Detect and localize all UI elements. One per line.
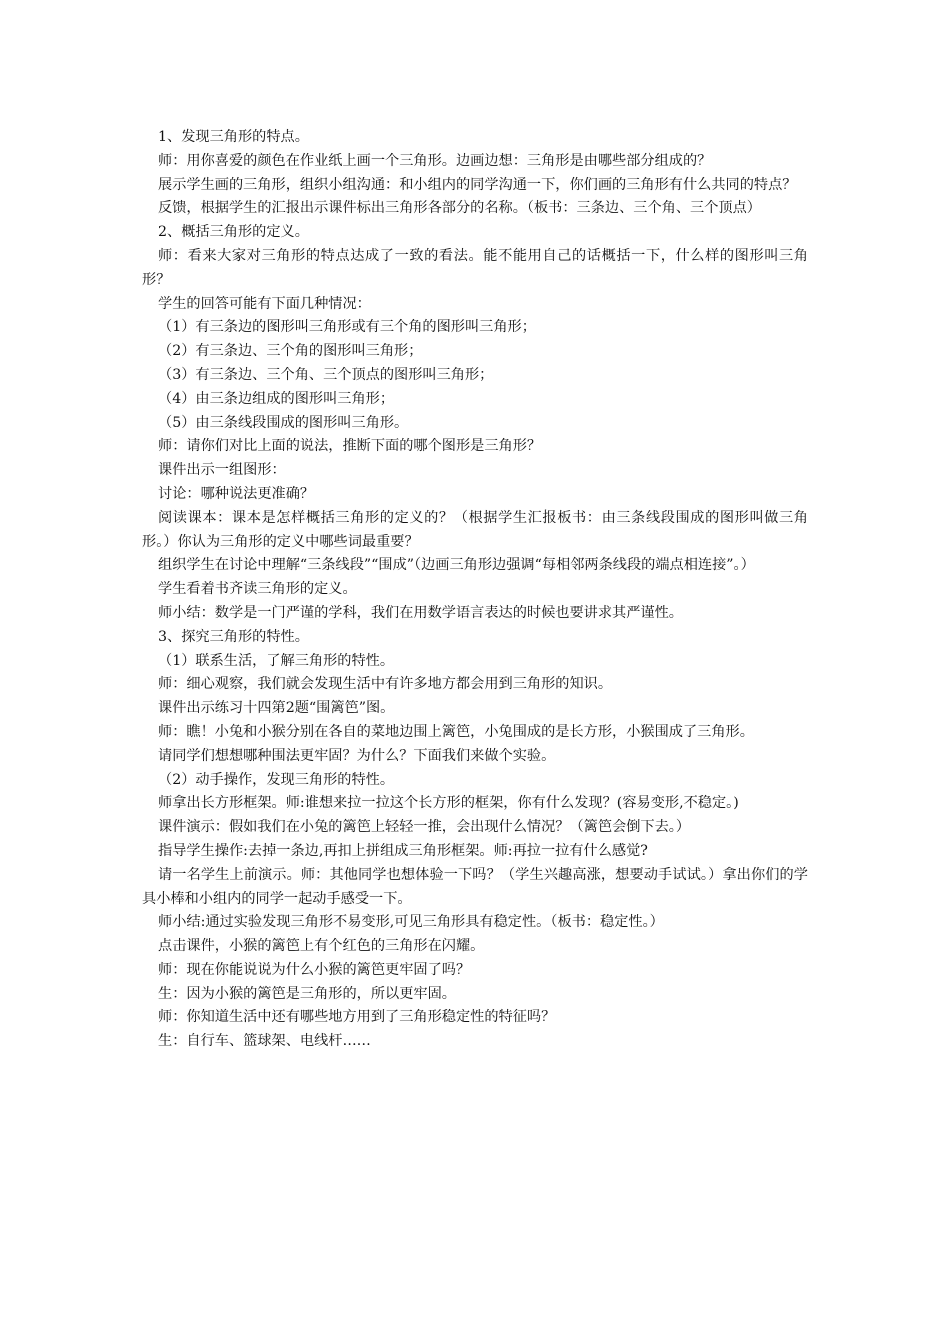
paragraph-8: （1）有三条边的图形叫三角形或有三个角的图形叫三角形； <box>158 319 536 336</box>
paragraph-25: 请同学们想想哪种围法更牢固？为什么？下面我们来做个实验。 <box>158 747 556 764</box>
paragraph-35: 师：你知道生活中还有哪些地方用到了三角形稳定性的特征吗？ <box>158 1009 556 1026</box>
paragraph-10: （3）有三条边、三个角、三个顶点的图形叫三角形； <box>158 366 494 383</box>
paragraph-33: 师：现在你能说说为什么小猴的篱笆更牢固了吗？ <box>158 961 471 978</box>
paragraph-31: 师小结:通过实验发现三角形不易变形,可见三角形具有稳定性。（板书：稳定性。） <box>158 914 664 931</box>
document-body <box>142 126 808 1054</box>
paragraph-16: 阅读课本：课本是怎样概括三角形的定义的？（根据学生汇报板书：由三条线段围成的图形叫做三角形。）你认为三角形的定义中哪些词最重要？ <box>142 509 808 550</box>
paragraph-26: （2）动手操作，发现三角形的特性。 <box>158 771 395 788</box>
paragraph-28: 课件演示：假如我们在小兔的篱笆上轻轻一推，会出现什么情况？（篱笆会倒下去。） <box>158 819 691 836</box>
paragraph-12: （5）由三条线段围成的图形叫三角形。 <box>158 414 409 431</box>
paragraph-34: 生：因为小猴的篱笆是三角形的，所以更牢固。 <box>158 985 456 1002</box>
paragraph-32: 点击课件，小猴的篱笆上有个红色的三角形在闪耀。 <box>158 938 485 955</box>
paragraph-14: 课件出示一组图形： <box>158 462 286 479</box>
paragraph-6: 师：看来大家对三角形的特点达成了一致的看法。能不能用自己的话概括一下，什么样的图形叫三角形？ <box>142 247 808 288</box>
paragraph-9: （2）有三条边、三个角的图形叫三角形； <box>158 343 423 360</box>
paragraph-2: 师：用你喜爱的颜色在作业纸上画一个三角形。边画边想：三角形是由哪些部分组成的？ <box>158 152 712 169</box>
paragraph-1: 1、发现三角形的特点。 <box>158 129 309 145</box>
paragraph-20: 3、探究三角形的特性。 <box>158 628 309 645</box>
paragraph-36: 生：自行车、篮球架、电线杆…… <box>158 1033 371 1050</box>
paragraph-11: （4）由三条边组成的图形叫三角形； <box>158 390 395 407</box>
paragraph-30: 请一名学生上前演示。师：其他同学也想体验一下吗？（学生兴趣高涨，想要动手试试。）拿出你们的学具小棒和小组内的同学一起动手感受一下。 <box>142 866 808 907</box>
paragraph-24: 师：瞧！小兔和小猴分别在各自的菜地边围上篱笆，小兔围成的是长方形，小猴围成了三角形。 <box>158 723 754 740</box>
paragraph-17: 组织学生在讨论中理解“三条线段”“围成”（边画三角形边强调“每相邻两条线段的端点相连接”。） <box>158 557 755 574</box>
paragraph-7: 学生的回答可能有下面几种情况： <box>158 295 371 312</box>
paragraph-22: 师：细心观察，我们就会发现生活中有许多地方都会用到三角形的知识。 <box>158 676 613 693</box>
paragraph-18: 学生看着书齐读三角形的定义。 <box>158 581 357 598</box>
paragraph-19: 师小结：数学是一门严谨的学科，我们在用数学语言表达的时候也要讲求其严谨性。 <box>158 604 683 621</box>
paragraph-21: （1）联系生活，了解三角形的特性。 <box>158 652 395 669</box>
paragraph-29: 指导学生操作:去掉一条边,再扣上拼组成三角形框架。师:再拉一拉有什么感觉? <box>158 842 648 859</box>
paragraph-27: 师拿出长方形框架。师:谁想来拉一拉这个长方形的框架，你有什么发现？(容易变形,不稳定。) <box>158 795 739 812</box>
paragraph-4: 反馈，根据学生的汇报出示课件标出三角形各部分的名称。（板书：三条边、三个角、三个顶点） <box>158 200 761 217</box>
paragraph-15: 讨论：哪种说法更准确？ <box>158 485 315 502</box>
paragraph-13: 师：请你们对比上面的说法，推断下面的哪个图形是三角形？ <box>158 438 542 455</box>
paragraph-23: 课件出示练习十四第2题“围篱笆”图。 <box>158 700 395 717</box>
paragraph-5: 2、概括三角形的定义。 <box>158 224 309 241</box>
paragraph-3: 展示学生画的三角形，组织小组沟通：和小组内的同学沟通一下，你们画的三角形有什么共同的特点？ <box>158 176 797 193</box>
